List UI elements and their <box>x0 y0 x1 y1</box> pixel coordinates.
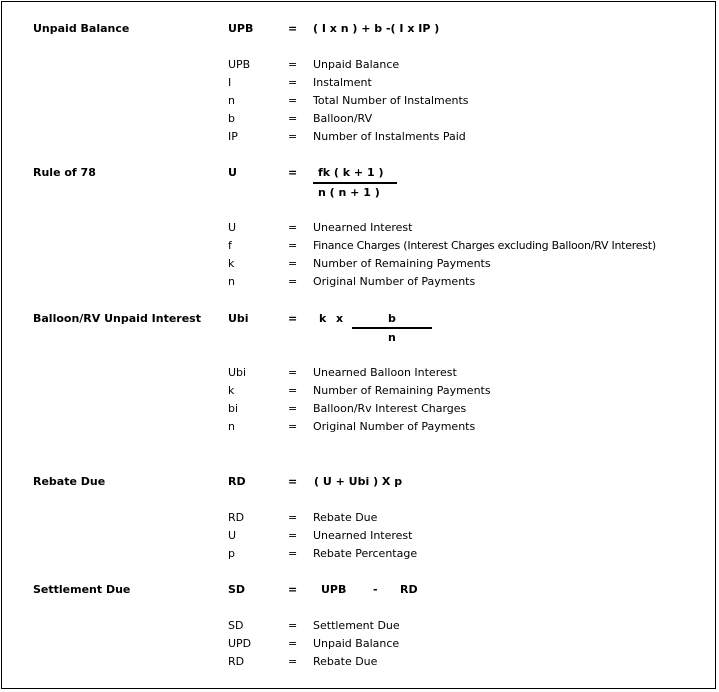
def-symbol: bi <box>228 402 239 415</box>
fraction-denominator: n ( n + 1 ) <box>318 186 380 199</box>
equals-sign: = <box>288 475 298 488</box>
def-description: Unearned Interest <box>313 221 413 234</box>
def-symbol: RD <box>228 511 245 524</box>
equals-sign: = <box>288 166 298 179</box>
def-description: Unearned Balloon Interest <box>313 366 457 379</box>
def-symbol: U <box>228 221 237 234</box>
formula-term-rd: RD <box>400 583 418 596</box>
def-equals: = <box>288 76 298 89</box>
def-symbol: b <box>228 112 235 125</box>
def-equals: = <box>288 511 298 524</box>
def-equals: = <box>288 529 298 542</box>
def-equals: = <box>288 420 298 433</box>
def-description: Original Number of Payments <box>313 420 476 433</box>
equals-sign: = <box>288 583 298 596</box>
formula-symbol: UPB <box>228 22 254 35</box>
def-symbol: Ubi <box>228 366 247 379</box>
def-description: Number of Remaining Payments <box>313 384 491 397</box>
equals-sign: = <box>288 312 298 325</box>
formula-minus: - <box>373 583 378 596</box>
def-description: Finance Charges (Interest Charges excluding Balloon/RV Interest) <box>313 239 656 252</box>
formula-expression: ( U + Ubi ) X p <box>314 475 403 488</box>
def-equals: = <box>288 58 298 71</box>
def-description: Original Number of Payments <box>313 275 476 288</box>
def-equals: = <box>288 257 298 270</box>
formula-symbol: SD <box>228 583 246 596</box>
def-equals: = <box>288 366 298 379</box>
formula-symbol: U <box>228 166 237 179</box>
def-symbol: SD <box>228 619 244 632</box>
def-equals: = <box>288 275 298 288</box>
fraction-numerator: b <box>388 312 396 325</box>
def-equals: = <box>288 547 298 560</box>
def-equals: = <box>288 221 298 234</box>
def-equals: = <box>288 384 298 397</box>
def-equals: = <box>288 94 298 107</box>
formula-k: k <box>319 312 327 325</box>
def-symbol: n <box>228 94 235 107</box>
section-title: Settlement Due <box>33 583 131 596</box>
formula-symbol: Ubi <box>228 312 249 325</box>
def-description: Number of Remaining Payments <box>313 257 491 270</box>
def-description: Rebate Percentage <box>313 547 418 560</box>
def-description: Unearned Interest <box>313 529 413 542</box>
fraction-numerator: fk ( k + 1 ) <box>318 166 384 179</box>
def-symbol: UPD <box>228 637 252 650</box>
def-description: Total Number of Instalments <box>313 94 469 107</box>
def-equals: = <box>288 112 298 125</box>
formula-multiply: x <box>336 312 344 325</box>
def-symbol: p <box>228 547 235 560</box>
def-description: Unpaid Balance <box>313 58 400 71</box>
def-description: Number of Instalments Paid <box>313 130 466 143</box>
def-symbol: UPB <box>228 58 251 71</box>
def-description: Unpaid Balance <box>313 637 400 650</box>
def-equals: = <box>288 637 298 650</box>
section-title: Balloon/RV Unpaid Interest <box>33 312 201 325</box>
fraction-bar <box>352 327 432 329</box>
def-equals: = <box>288 239 298 252</box>
formula-symbol: RD <box>228 475 246 488</box>
fraction-denominator: n <box>388 331 396 344</box>
def-symbol: f <box>228 239 232 252</box>
def-symbol: I <box>228 76 232 89</box>
def-description: Instalment <box>313 76 372 89</box>
def-description: Rebate Due <box>313 655 378 668</box>
def-symbol: U <box>228 529 237 542</box>
def-equals: = <box>288 402 298 415</box>
def-description: Settlement Due <box>313 619 400 632</box>
def-symbol: n <box>228 420 235 433</box>
section-title: Rebate Due <box>33 475 106 488</box>
formula-term-upb: UPB <box>321 583 347 596</box>
section-title: Unpaid Balance <box>33 22 130 35</box>
fraction-bar <box>313 182 397 184</box>
def-equals: = <box>288 619 298 632</box>
def-equals: = <box>288 655 298 668</box>
def-description: Balloon/Rv Interest Charges <box>313 402 467 415</box>
def-symbol: k <box>228 384 235 397</box>
formula-expression: ( I x n ) + b -( I x IP ) <box>313 22 440 35</box>
section-title: Rule of 78 <box>33 166 96 179</box>
def-description: Rebate Due <box>313 511 378 524</box>
def-symbol: IP <box>228 130 238 143</box>
def-symbol: k <box>228 257 235 270</box>
def-symbol: RD <box>228 655 245 668</box>
equals-sign: = <box>288 22 298 35</box>
def-symbol: n <box>228 275 235 288</box>
def-equals: = <box>288 130 298 143</box>
def-description: Balloon/RV <box>313 112 373 125</box>
